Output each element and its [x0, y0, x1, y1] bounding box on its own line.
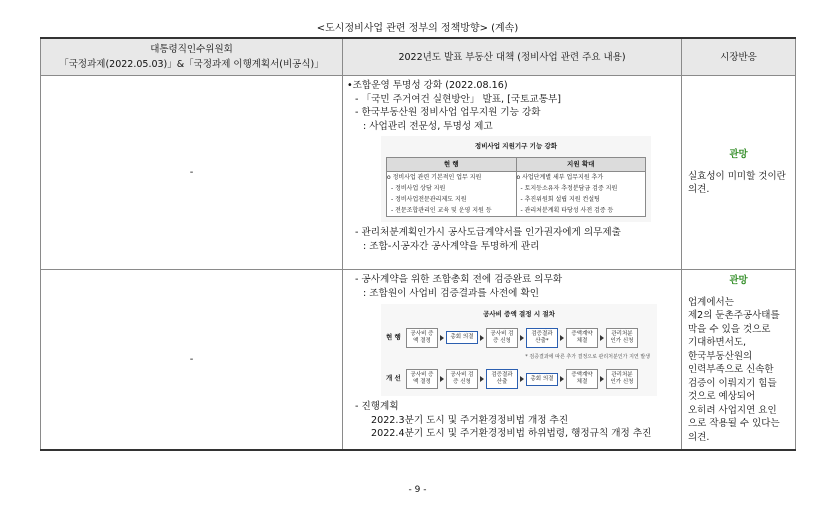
flow-step: 총회 의결	[526, 373, 558, 386]
flow-step: 관리처분 인가 신청	[606, 369, 638, 389]
flow-note: * 검증결과에 따른 추가 결정으로 관리처분인가 지연 발생	[525, 353, 650, 360]
flow-step: 공사비 증액 결정	[406, 328, 438, 348]
support-function-box: 정비사업 지원기구 기능 강화 현 행 지원 확대 o 정비사업 관련 기본적인 업무 지원 - 정비사업 상담 지원 - 정비사업전문관리제도 지원 - 전문조합관리인 교육 및 운영 지원 등 o 사업단계별 세부 업무지원 추가 - 토지등소유자 추정분담금 검증 지원 - 추진위원회 설립 지원 컨설팅 - 관리처분계획 타당성 사전 검증 등	[381, 136, 651, 222]
flow-step: 증액계약 체결	[566, 328, 598, 348]
table-header-row	[41, 38, 796, 76]
header-col3: 시장반응	[682, 38, 796, 76]
policy-table	[40, 37, 796, 451]
expanded-items: o 사업단계별 세부 업무지원 추가 - 토지등소유자 추정분담금 검증 지원 - 추진위원회 설립 지원 컨설팅 - 관리처분계획 타당성 사전 검증 등	[516, 172, 646, 217]
flow-step: 공사비 검증 신청	[446, 369, 478, 389]
response-status: 관망	[729, 275, 748, 286]
row2-col1: -	[41, 270, 343, 450]
flow-step: 공사비 검증 신청	[486, 328, 518, 348]
flow-improved: 개 선 공사비 증액 결정 공사비 검증 신청 검증결과 산출 총회 의결 증액계약 체결 관리처분 인가 신청	[386, 366, 652, 392]
table-row	[41, 76, 796, 270]
row1-col1: -	[41, 76, 343, 270]
row2-response: 관망 업계에서는 제2의 둔촌주공사태를 막을 수 있을 것으로 기대하면서도, 한국부동산원의 인력부족으로 신속한 검증이 이뤄지기 힘들 것으로 예상되어 오히려 사업지연 요인 으로 작용될 수 있다는 의견.	[682, 270, 796, 450]
header-col1: 대통령직인수위원회 「국정과제(2022.05.03)」&「국정과제 이행계획서(비공식)」	[41, 38, 343, 76]
support-function-table: 현 행 지원 확대 o 정비사업 관련 기본적인 업무 지원 - 정비사업 상담 지원 - 정비사업전문관리제도 지원 - 전문조합관리인 교육 및 운영 지원 등 o 사업단계별 세부 업무지원 추가 - 토지등소유자 추정분담금 검증 지원 - 추진위원회 설립 지원 컨설팅 - 관리처분계획 타당성 사전 검증 등	[386, 157, 646, 218]
flow-step: 총회 의결	[446, 331, 478, 344]
response-status: 관망	[729, 149, 748, 161]
header-col2: 2022년도 발표 부동산 대책 (정비사업 관련 주요 내용)	[343, 38, 682, 76]
flow-step: 검증결과 산출	[486, 369, 518, 389]
page-title: <도시정비사업 관련 정부의 정책방향> (계속)	[316, 23, 519, 34]
flow-step: 공사비 증액 결정	[406, 369, 438, 389]
row1-col2: •조합운영 투명성 강화 (2022.08.16) - 「국민 주거여건 실현방안」 발표, [국토교통부] - 한국부동산원 정비사업 업무지원 기능 강화 : 사업관리 전문성, 투명성 제고 정비사업 지원기구 기능 강화 현 행 지원 확대 o 정비사업 관련 기본적인 업무 지원 - 정비사업 상담 지원 - 정비사업전문관리제도 지원 - 전문조합관리인 교육 및 운영 지원 등 o 사업단계별 세부 업무지원 추가 - 토지등소유자 추정분담금 검증 지원 - 추진위원회 설립 지원 컨설팅 - 관리처분계획 타당성 사전 검증 등 - 관리처분계획인가시 공사도급계약서를 인가권자에게 의무제출 : 조합-시공자간 공사계약을 투명하게 관리	[343, 76, 682, 270]
table-row	[41, 270, 796, 450]
row2-col2: - 공사계약을 위한 조합총회 전에 검증완료 의무화 : 조합원이 사업비 검증결과를 사전에 확인 공사비 증액 결정 시 절차 현 행 공사비 증액 결정 총회 의결 공사비 검증 신청 검증결과 산출* 증액계약 체결 관리처분 인가 신청 * 검증결과에 따른 추가 결정으로 관리처분인가 지연 발생 개 선 공사비 증액 결정 공사비 검증 신청 검증결과 산출 총회 의결 증액계약 체결 관리처분 인가 신청 - 진행계획 2022.3분기 도시 및 주거환경정비법 개정 추진 2022.4분기 도시 및 주거환경정비법 하위법령, 행정규칙 개정 추진	[343, 270, 682, 450]
flow-step: 검증결과 산출*	[526, 328, 558, 348]
current-items: o 정비사업 관련 기본적인 업무 지원 - 정비사업 상담 지원 - 정비사업전문관리제도 지원 - 전문조합관리인 교육 및 운영 지원 등	[387, 172, 517, 217]
procedure-flow: 공사비 증액 결정 시 절차 현 행 공사비 증액 결정 총회 의결 공사비 검증 신청 검증결과 산출* 증액계약 체결 관리처분 인가 신청 * 검증결과에 따른 추가 결정으로 관리처분인가 지연 발생 개 선 공사비 증액 결정 공사비 검증 신청 검증결과 산출 총회 의결 증액계약 체결 관리처분 인가 신청	[381, 304, 657, 396]
flow-step: 증액계약 체결	[566, 369, 598, 389]
flow-step: 관리처분 인가 신청	[606, 328, 638, 348]
page-number: - 9 -	[408, 485, 427, 495]
row1-response: 관망 실효성이 미미할 것이란 의견.	[682, 76, 796, 270]
flow-current: 현 행 공사비 증액 결정 총회 의결 공사비 검증 신청 검증결과 산출* 증액계약 체결 관리처분 인가 신청	[386, 325, 652, 351]
